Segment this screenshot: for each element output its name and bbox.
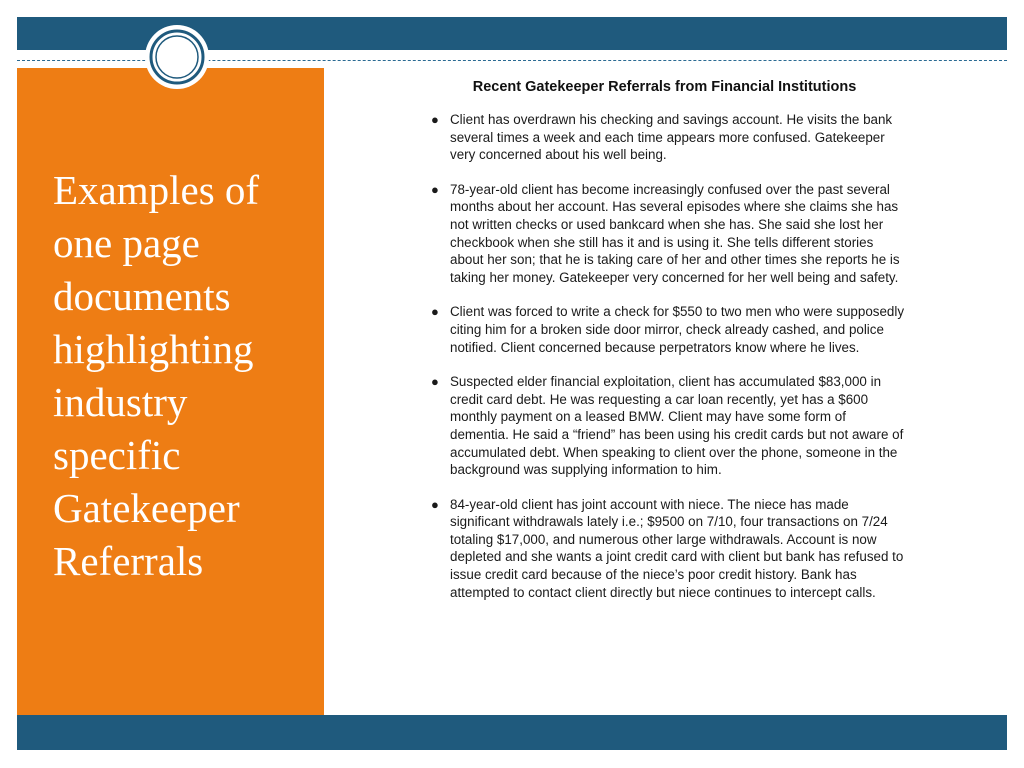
document-title: Recent Gatekeeper Referrals from Financial Institutions [472,79,857,95]
referral-list [422,111,907,601]
title-panel [17,68,324,715]
list-item [422,496,907,602]
referral-text: Client has overdrawn his checking and savings account. He visits the bank several times a week and each time appears more confused. Gatekeeper very concerned about his well being. [450,112,893,163]
slide-heading: Examples of one page documents highlighting industry specific Gatekeeper Referrals [53,167,260,584]
list-item [422,181,907,287]
referral-document [422,77,907,618]
bullet-icon: ● [431,304,439,320]
bottom-bar [17,715,1007,750]
bullet-icon: ● [431,181,439,197]
list-item [422,111,907,164]
bullet-icon: ● [431,496,439,512]
referral-text: 78-year-old client has become increasingly confused over the past several months about her account. Has several episodes where she claims she has not written checks or used bankcard when she has. She said she lost her checkbook when she still has it and is using it. She tells different stories about her son; that he is taking care of her and other times she reports he is taking her money. Gatekeeper very concerned for her well being and safety. [450,181,900,285]
referral-text: Client was forced to write a check for $550 to two men who were supposedly citing him for a broken side door mirror, check already cashed, and police notified. Client concerned because perpetrators know where he lives. [450,304,905,355]
list-item [422,373,907,479]
bullet-icon: ● [431,374,439,390]
slide [17,17,1007,750]
bullet-icon: ● [431,112,439,127]
list-item [422,303,907,356]
referral-text: 84-year-old client has joint account with niece. The niece has made significant withdrawals lately i.e.; $9500 on 7/10, four transactions on 7/24 totaling $17,000, and numerous other large withdrawals. Account is now depleted and she wants a joint credit card with client but bank has refused to issue credit card because of the niece’s poor credit history. Bank has attempted to contact client directly but niece continues to intercept calls. [450,496,904,600]
referral-text: Suspected elder financial exploitation, client has accumulated $83,000 in credit card debt. He was requesting a car loan recently, yet has a $600 monthly payment on a leased BMW. Client may have some form of dementia. He said a “friend” has been using his credit cards but not aware of accumulated debt. When speaking to client over the phone, someone in the background was supplying information to him. [450,374,904,478]
ring-ornament-icon [145,25,209,89]
